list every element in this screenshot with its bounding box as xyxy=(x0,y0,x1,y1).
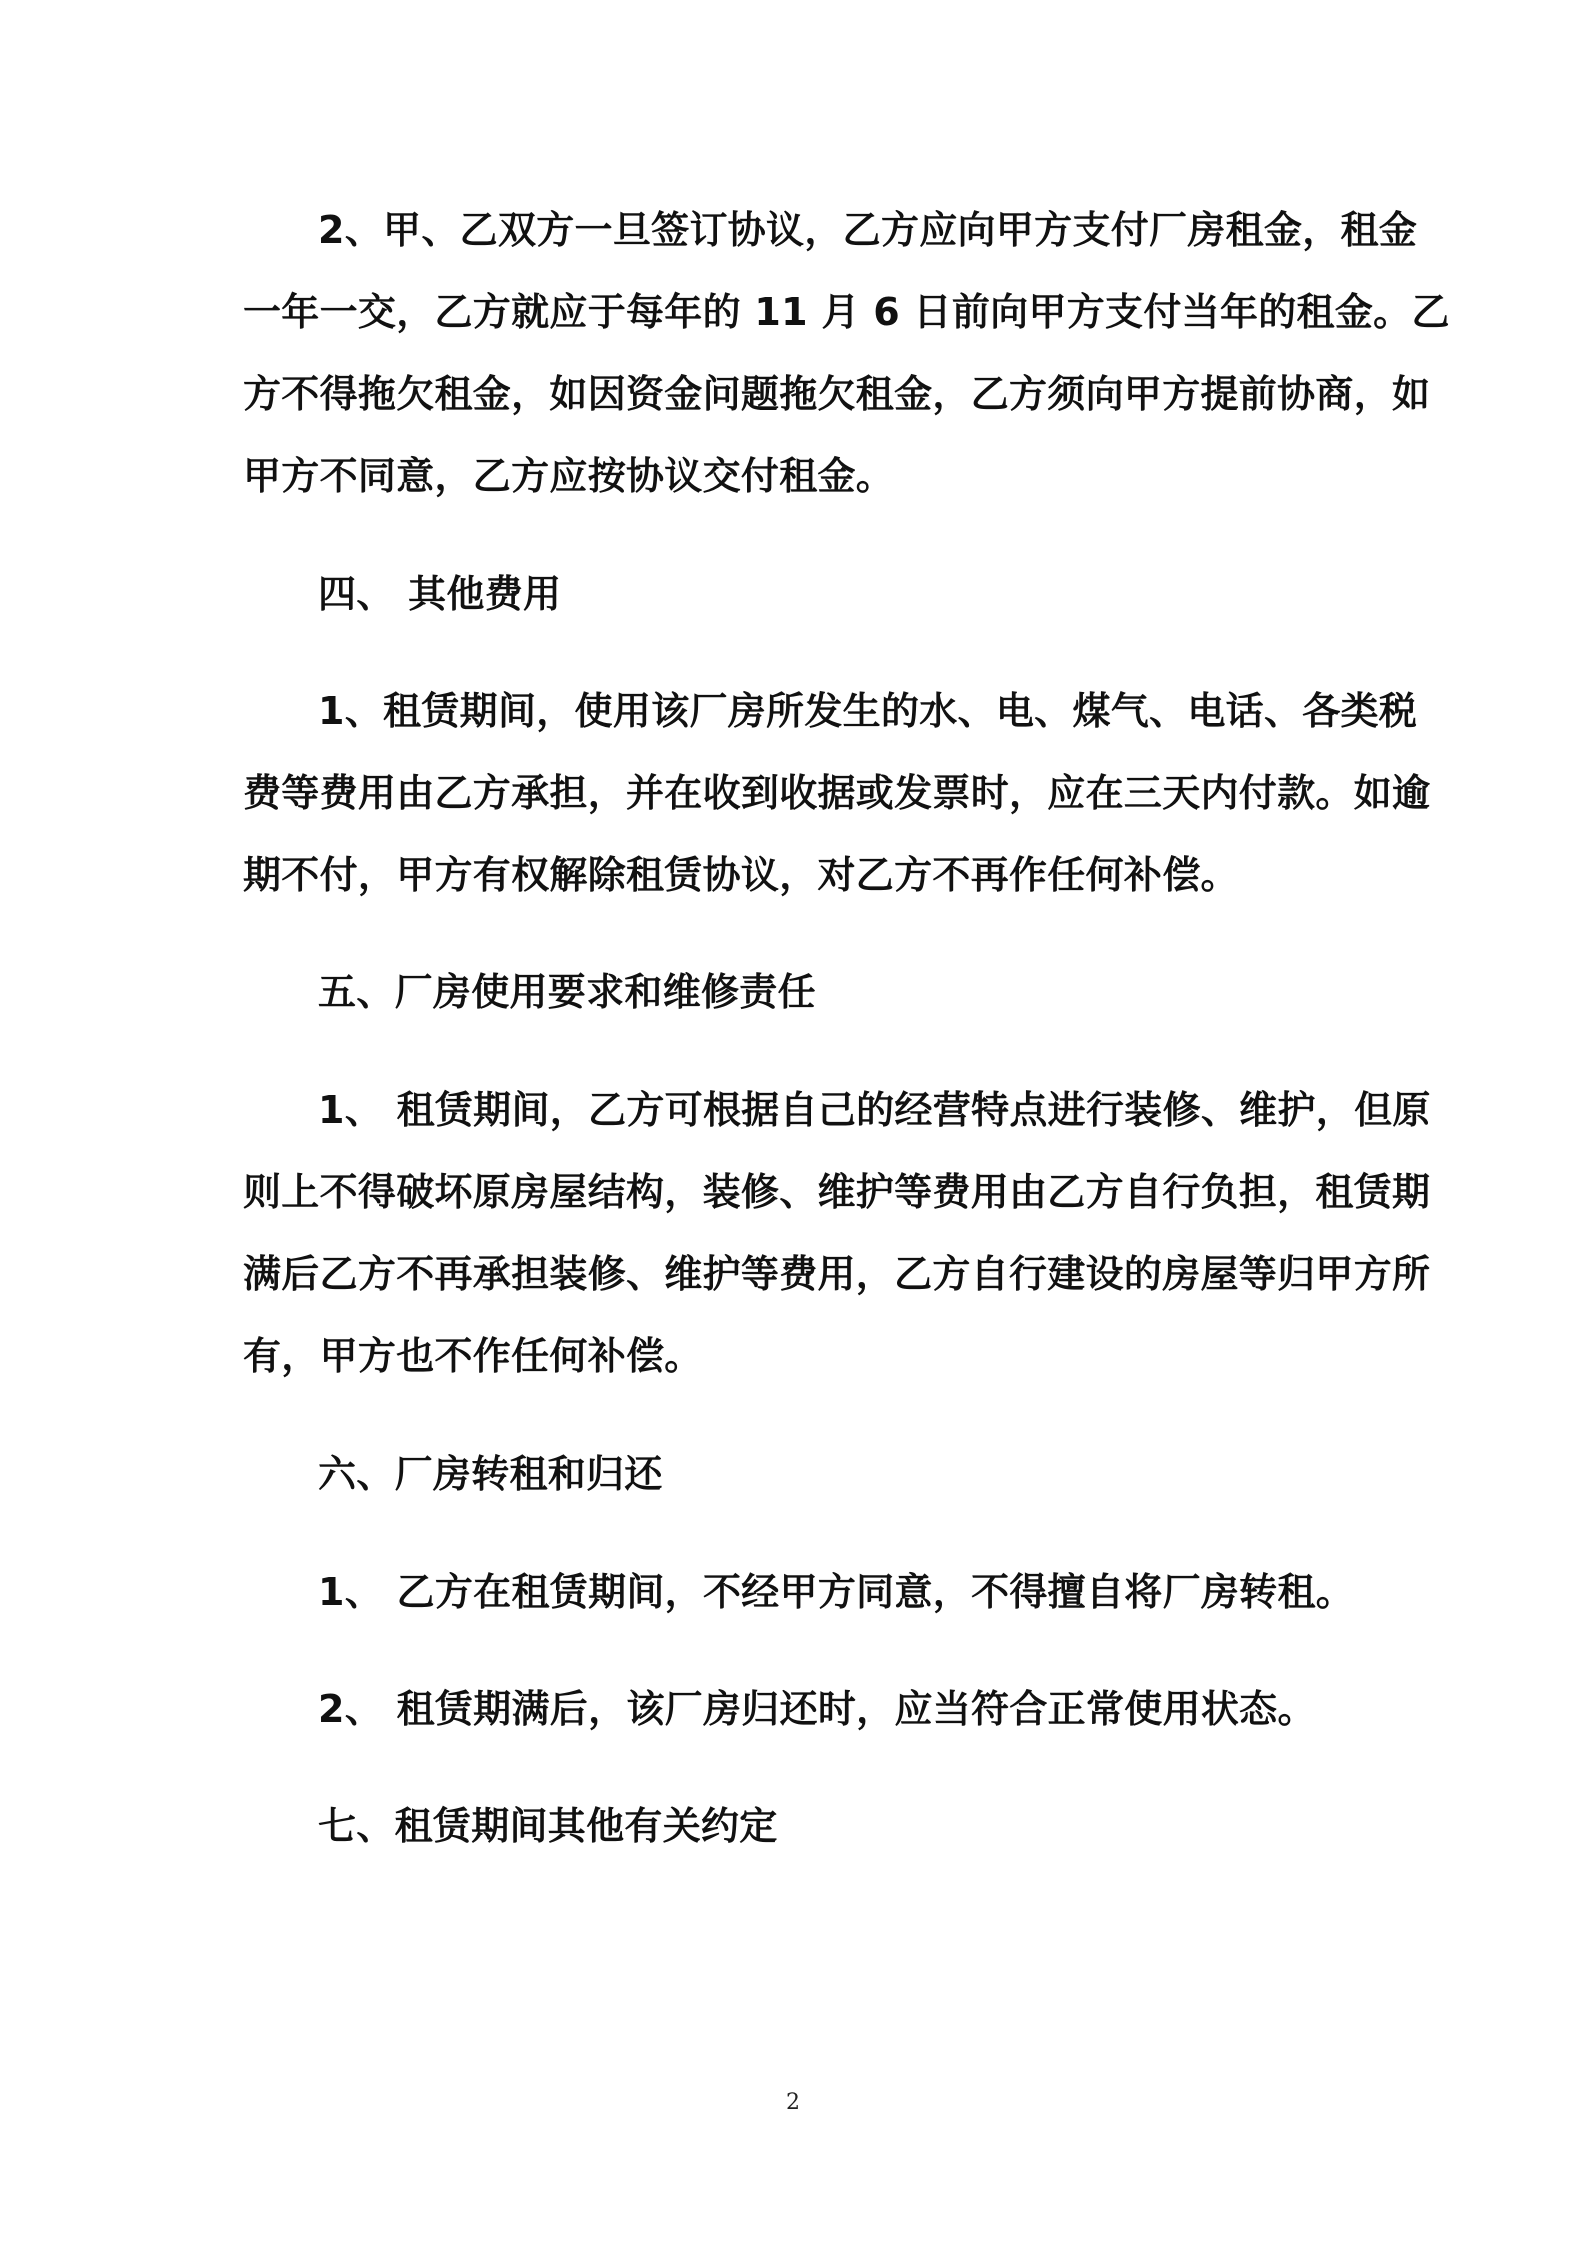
section-heading: 五、厂房使用要求和维修责任 xyxy=(318,970,816,1014)
section-heading: 七、租赁期间其他有关约定 xyxy=(318,1804,778,1848)
paragraph-line: 1、 乙方在租赁期间，不经甲方同意，不得擅自将厂房转租。 xyxy=(318,1570,1355,1614)
paragraph-line: 方不得拖欠租金，如因资金问题拖欠租金，乙方须向甲方提前协商，如 xyxy=(243,372,1431,416)
paragraph-line: 费等费用由乙方承担，并在收到收据或发票时，应在三天内付款。如逾 xyxy=(243,771,1431,815)
section-heading: 六、厂房转租和归还 xyxy=(318,1452,663,1496)
paragraph-line: 1、租赁期间，使用该厂房所发生的水、电、煤气、电话、各类税 xyxy=(318,689,1418,733)
paragraph-line: 2、 租赁期满后，该厂房归还时，应当符合正常使用状态。 xyxy=(318,1687,1316,1731)
page-number: 2 xyxy=(786,2090,800,2115)
paragraph-line: 1、 租赁期间，乙方可根据自己的经营特点进行装修、维护，但原 xyxy=(318,1088,1431,1132)
paragraph-line: 一年一交，乙方就应于每年的 11 月 6 日前向甲方支付当年的租金。乙 xyxy=(243,290,1450,334)
paragraph-line: 期不付，甲方有权解除租赁协议，对乙方不再作任何补偿。 xyxy=(243,853,1239,897)
paragraph-line: 2、甲、乙双方一旦签订协议，乙方应向甲方支付厂房租金，租金 xyxy=(318,208,1418,252)
paragraph-line: 满后乙方不再承担装修、维护等费用，乙方自行建设的房屋等归甲方所 xyxy=(243,1252,1431,1296)
paragraph-line: 则上不得破坏原房屋结构，装修、维护等费用由乙方自行负担，租赁期 xyxy=(243,1170,1431,1214)
paragraph-line: 有，甲方也不作任何补偿。 xyxy=(243,1334,703,1378)
section-heading: 四、 其他费用 xyxy=(318,572,562,616)
paragraph-line: 甲方不同意，乙方应按协议交付租金。 xyxy=(243,454,895,498)
